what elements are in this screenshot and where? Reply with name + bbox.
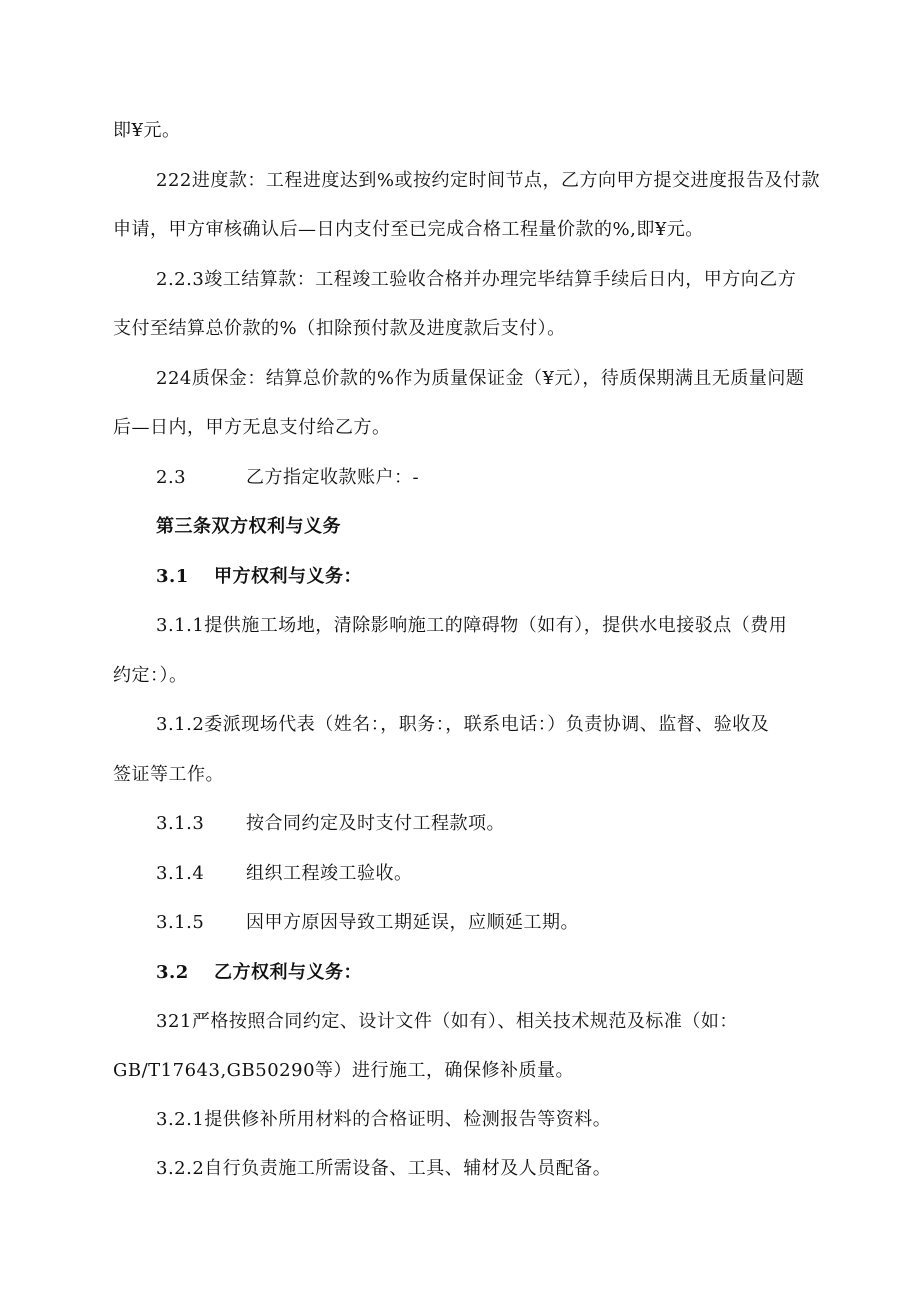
progress-payment-clause-cont: 申请，甲方审核确认后—日内支付至已完成合格工程量价款的%,即¥元。 <box>113 219 704 240</box>
clause-text: 因甲方原因导致工期延误，应顺延工期。 <box>246 912 579 933</box>
warranty-deposit-clause: 224质保金：结算总价款的%作为质量保证金（¥元），待质保期满且无质量问题 <box>156 368 805 389</box>
clause-number: 2.3 <box>156 467 187 488</box>
clause-3-2-2: 3.2.2自行负责施工所需设备、工具、辅材及人员配备。 <box>156 1158 612 1179</box>
payment-amount-line: 即¥元。 <box>113 120 181 141</box>
clause-3-1-3 <box>156 812 505 836</box>
clause-number: 3.1.4 <box>156 863 205 884</box>
clause-3-1-1: 3.1.1提供施工场地，清除影响施工的障碍物（如有），提供水电接驳点（费用 <box>156 615 788 636</box>
article-three-heading: 第三条双方权利与义务 <box>156 516 341 537</box>
clause-3-1-2-cont: 签证等工作。 <box>113 764 224 785</box>
clause-text: 组织工程竣工验收。 <box>246 863 413 884</box>
clause-3-1-2: 3.1.2委派现场代表（姓名：，职务：，联系电话：）负责协调、监督、验收及 <box>156 714 770 735</box>
clause-3-2-1-standards: 321严格按照合同约定、设计文件（如有）、相关技术规范及标准（如： <box>156 1011 738 1032</box>
receiving-account-clause <box>156 466 419 490</box>
clause-text: 甲方权利与义务： <box>214 566 362 587</box>
clause-text: 乙方权利与义务： <box>214 962 362 983</box>
clause-text: 按合同约定及时支付工程款项。 <box>246 813 505 834</box>
clause-3-2-1-standards-cont: GB/T17643,GB50290等）进行施工，确保修补质量。 <box>113 1060 575 1081</box>
final-settlement-clause-cont: 支付至结算总价款的%（扣除预付款及进度款后支付）。 <box>113 318 566 339</box>
final-settlement-clause: 2.2.3竣工结算款：工程竣工验收合格并办理完毕结算手续后日内，甲方向乙方 <box>156 269 797 290</box>
clause-3-1-5 <box>156 911 579 935</box>
clause-number: 3.1.5 <box>156 912 205 933</box>
clause-number: 3.1.3 <box>156 813 205 834</box>
clause-3-1-1-cont: 约定：）。 <box>113 665 188 686</box>
party-b-rights-heading <box>156 961 362 985</box>
clause-3-1-4 <box>156 862 413 886</box>
clause-text: 乙方指定收款账户：- <box>246 467 420 488</box>
party-a-rights-heading <box>156 565 362 589</box>
clause-3-2-1: 3.2.1提供修补所用材料的合格证明、检测报告等资料。 <box>156 1109 612 1130</box>
clause-number: 3.1 <box>156 566 189 587</box>
warranty-deposit-clause-cont: 后—日内，甲方无息支付给乙方。 <box>113 417 391 438</box>
clause-number: 3.2 <box>156 962 189 983</box>
progress-payment-clause: 222进度款：工程进度达到%或按约定时间节点，乙方向甲方提交进度报告及付款 <box>156 170 820 191</box>
